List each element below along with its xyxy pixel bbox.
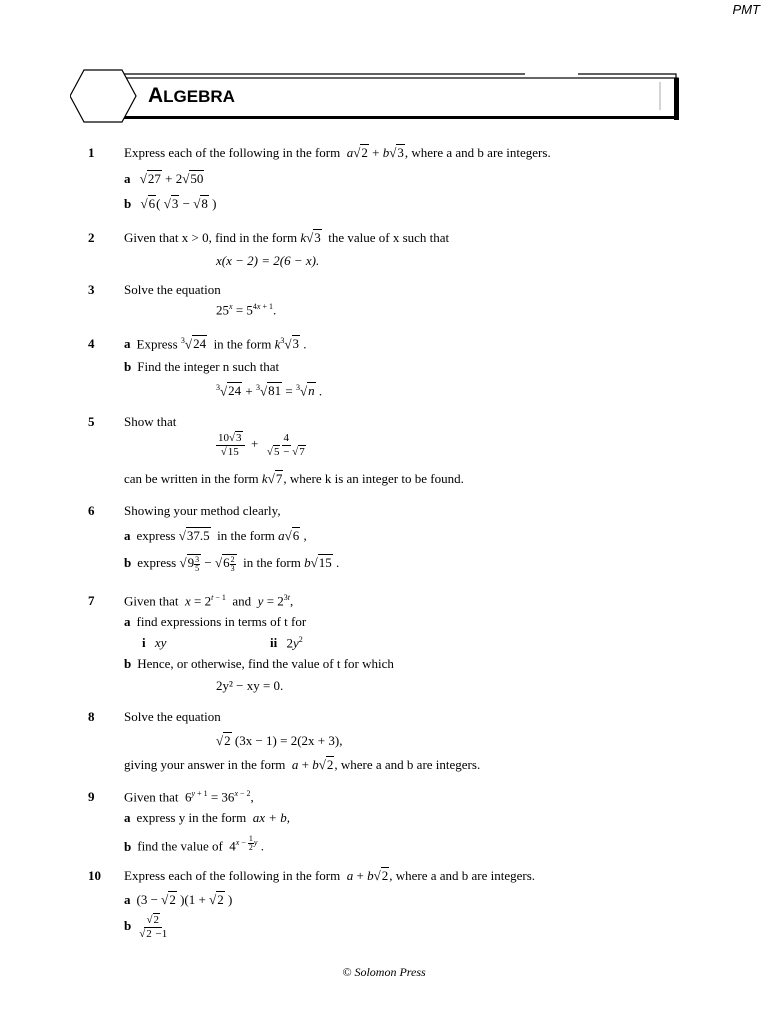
equation: 2y² − xy = 0. bbox=[216, 678, 284, 693]
question-text: Solve the equation bbox=[124, 709, 221, 724]
question-part: a express y in the form ax + b, bbox=[124, 810, 291, 825]
question-text: Express each of the following in the form a√2 + b√3, where a and b are integers. bbox=[124, 145, 551, 160]
question-text: Given that x > 0, find in the form k√3 the value of x such that bbox=[124, 230, 450, 245]
question-part: a (3 − √2 )(1 + √2 ) bbox=[124, 892, 233, 907]
question-text: Express each of the following in the form a + b√2, where a and b are integers. bbox=[124, 868, 536, 883]
question-text: Solve the equation bbox=[124, 282, 221, 297]
hexagon-icon bbox=[70, 70, 136, 122]
question-subpart: ii $2y^2$ bbox=[270, 635, 303, 651]
question-number: 1 bbox=[88, 145, 95, 160]
question-number: 9 bbox=[88, 789, 95, 804]
question-text: Given that $x = 2^{t - 1}$ and $y = 2^{3t}$, bbox=[124, 593, 294, 609]
question-number: 2 bbox=[88, 230, 95, 245]
question-number: 7 bbox=[88, 593, 95, 608]
question-part: b √6( √3 − √8 ) bbox=[124, 196, 217, 211]
question-number: 8 bbox=[88, 709, 95, 724]
question-number: 6 bbox=[88, 503, 95, 518]
question-part: b Find the integer n such that bbox=[124, 359, 280, 374]
question-part: b express √9 $\frac{3}{5}$ − √6 $\frac{2}{3}$ in the form b√15 . bbox=[124, 554, 340, 573]
question-number: 4 bbox=[88, 336, 95, 351]
footer-credit: © Solomon Press bbox=[342, 965, 426, 979]
question-text: Showing your method clearly, bbox=[124, 503, 281, 518]
question-part: b Hence, or otherwise, find the value of t for which bbox=[124, 656, 394, 671]
question-number: 10 bbox=[88, 868, 101, 883]
question-part: a Express $^3$√24 in the form $k^3√3$ . bbox=[124, 336, 307, 352]
question-part: a express √37.5 in the form a√6 , bbox=[124, 528, 307, 543]
question-text: giving your answer in the form a + b√2, where a and b are integers. bbox=[124, 757, 481, 772]
chapter-title: ALGEBRA bbox=[148, 84, 235, 107]
equation: $\frac{10√3}{√15}$ + $\frac{4}{√5 - √7}$ bbox=[218, 432, 305, 458]
question-part: a find expressions in terms of t for bbox=[124, 614, 307, 629]
question-text: Show that bbox=[124, 414, 177, 429]
question-number: 3 bbox=[88, 282, 95, 297]
question-text: Given that $6^{y + 1} = 36^{x - 2}$, bbox=[124, 789, 254, 805]
equation: $^3$√24 + $^3$√81 = $^3$√n . bbox=[216, 383, 323, 399]
question-part: b $\frac{√2}{√2 -1}$ bbox=[124, 914, 168, 940]
equation: $25^x = 5^{4x + 1}$. bbox=[216, 302, 277, 318]
question-subpart: i xy bbox=[142, 635, 167, 650]
equation: √2 (3x − 1) = 2(2x + 3), bbox=[216, 733, 343, 748]
question-text: can be written in the form k√7, where k is an integer to be found. bbox=[124, 471, 464, 486]
equation: x(x − 2) = 2(6 − x). bbox=[216, 253, 320, 268]
question-number: 5 bbox=[88, 414, 95, 429]
corner-label: PMT bbox=[732, 2, 760, 17]
question-part: b find the value of $4^{x - \frac{1}{2} y}$ . bbox=[124, 834, 264, 854]
question-part: a √27 + 2√50 bbox=[124, 171, 204, 186]
